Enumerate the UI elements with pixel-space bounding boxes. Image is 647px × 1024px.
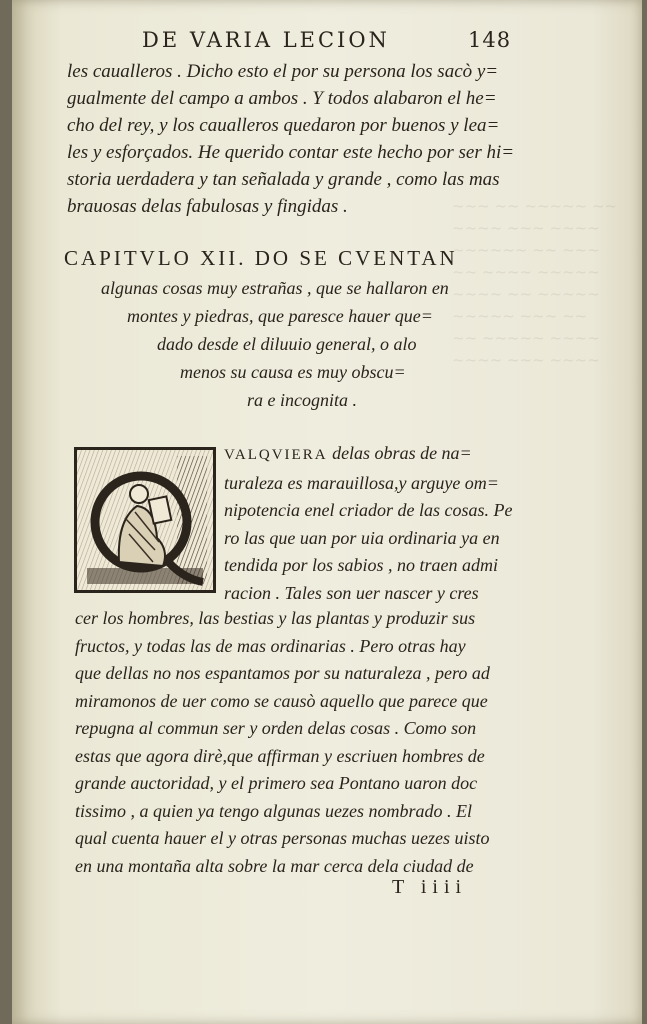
show-through-text: ~~~ ~~ ~~~~~ ~~ ~~~~ ~~~ ~~~~ ~~~~~~ ~~ ~~~ ~~ ~~~~ ~~~~~ ~~~~ ~~ ~~~~~ ~~~~~ ~~~ ~~ ~~ ~~~~~ ~~~~ ~~~~ ~~~ ~~~~ (452, 197, 618, 369)
text-line: racion . Tales son uer nascer y cres (224, 582, 479, 603)
chapter-subtitle-line: algunas cosas muy estrañas , que se hallaron en (101, 278, 449, 298)
text-line: ro las que uan por uia ordinaria ya en (224, 527, 500, 548)
text-line: estas que agora dirè,que affirman y escriuen hombres de (75, 745, 485, 766)
running-title: DE VARIA LECION (142, 28, 390, 52)
woodcut-illustration (77, 450, 213, 590)
text-line: en una montaña alta sobre la mar cerca dela ciudad de (75, 855, 474, 876)
chapter-subtitle-line: dado desde el diluuio general, o alo (157, 334, 417, 354)
text-line: les caualleros . Dicho esto el por su persona los sacò y= (67, 61, 499, 82)
text-line: que dellas no nos espantamos por su naturaleza , pero ad (75, 663, 490, 683)
chapter-subtitle-line: montes y piedras, que paresce hauer que= (127, 306, 433, 326)
text-line: tissimo , a quien ya tengo algunas uezes nombrado . El (75, 800, 472, 821)
text-line: grande auctoridad, y el primero sea Pontano uaron doc (75, 773, 478, 793)
chapter-subtitle-line: ra e incognita . (247, 390, 357, 410)
small-caps-opening: VALQVIERA (224, 447, 328, 463)
running-header (142, 28, 522, 52)
text-line: fructos, y todas las de mas ordinarias . Pero otras hay (75, 635, 466, 656)
text-line: gualmente del campo a ambos . Y todos alabaron el he= (67, 88, 497, 109)
text-fragment: delas obras de na= (327, 443, 472, 463)
text-line: tendida por los sabios , no traen admi (224, 555, 499, 575)
text-line: miramonos de uer como se causò aquello que parece que (75, 690, 488, 711)
text-line: qual cuenta hauer el y otras personas muchas uezes uisto (75, 828, 490, 848)
decorated-initial-q (74, 447, 216, 593)
text-line: turaleza es marauillosa,y arguye om= (224, 472, 499, 493)
book-page (12, 0, 642, 1024)
page-number: 148 (468, 28, 512, 52)
body-paragraph (75, 605, 490, 880)
text-line: cho del rey, y los caualleros quedaron por buenos y lea= (67, 115, 500, 136)
chapter-heading: CAPITVLO XII. DO SE CVENTAN (64, 246, 458, 270)
signature-mark: T iiii (392, 876, 468, 898)
text-line: storia uerdadera y tan señalada y grande , como las mas (67, 169, 500, 190)
top-paragraph (67, 58, 514, 220)
chapter-subtitle-line: menos su causa es muy obscu= (180, 362, 406, 382)
text-line: nipotencia enel criador de las cosas. Pe (224, 500, 513, 520)
text-line: brauosas delas fabulosas y fingidas . (67, 196, 348, 217)
text-line: les y esforçados. He querido contar este hecho por ser hi= (67, 142, 515, 163)
opening-paragraph (224, 440, 512, 607)
text-line (224, 440, 512, 470)
text-line: cer los hombres, las bestias y las plantas y produzir sus (75, 608, 476, 628)
text-line: repugna al commun ser y orden delas cosas . Como son (75, 718, 477, 738)
